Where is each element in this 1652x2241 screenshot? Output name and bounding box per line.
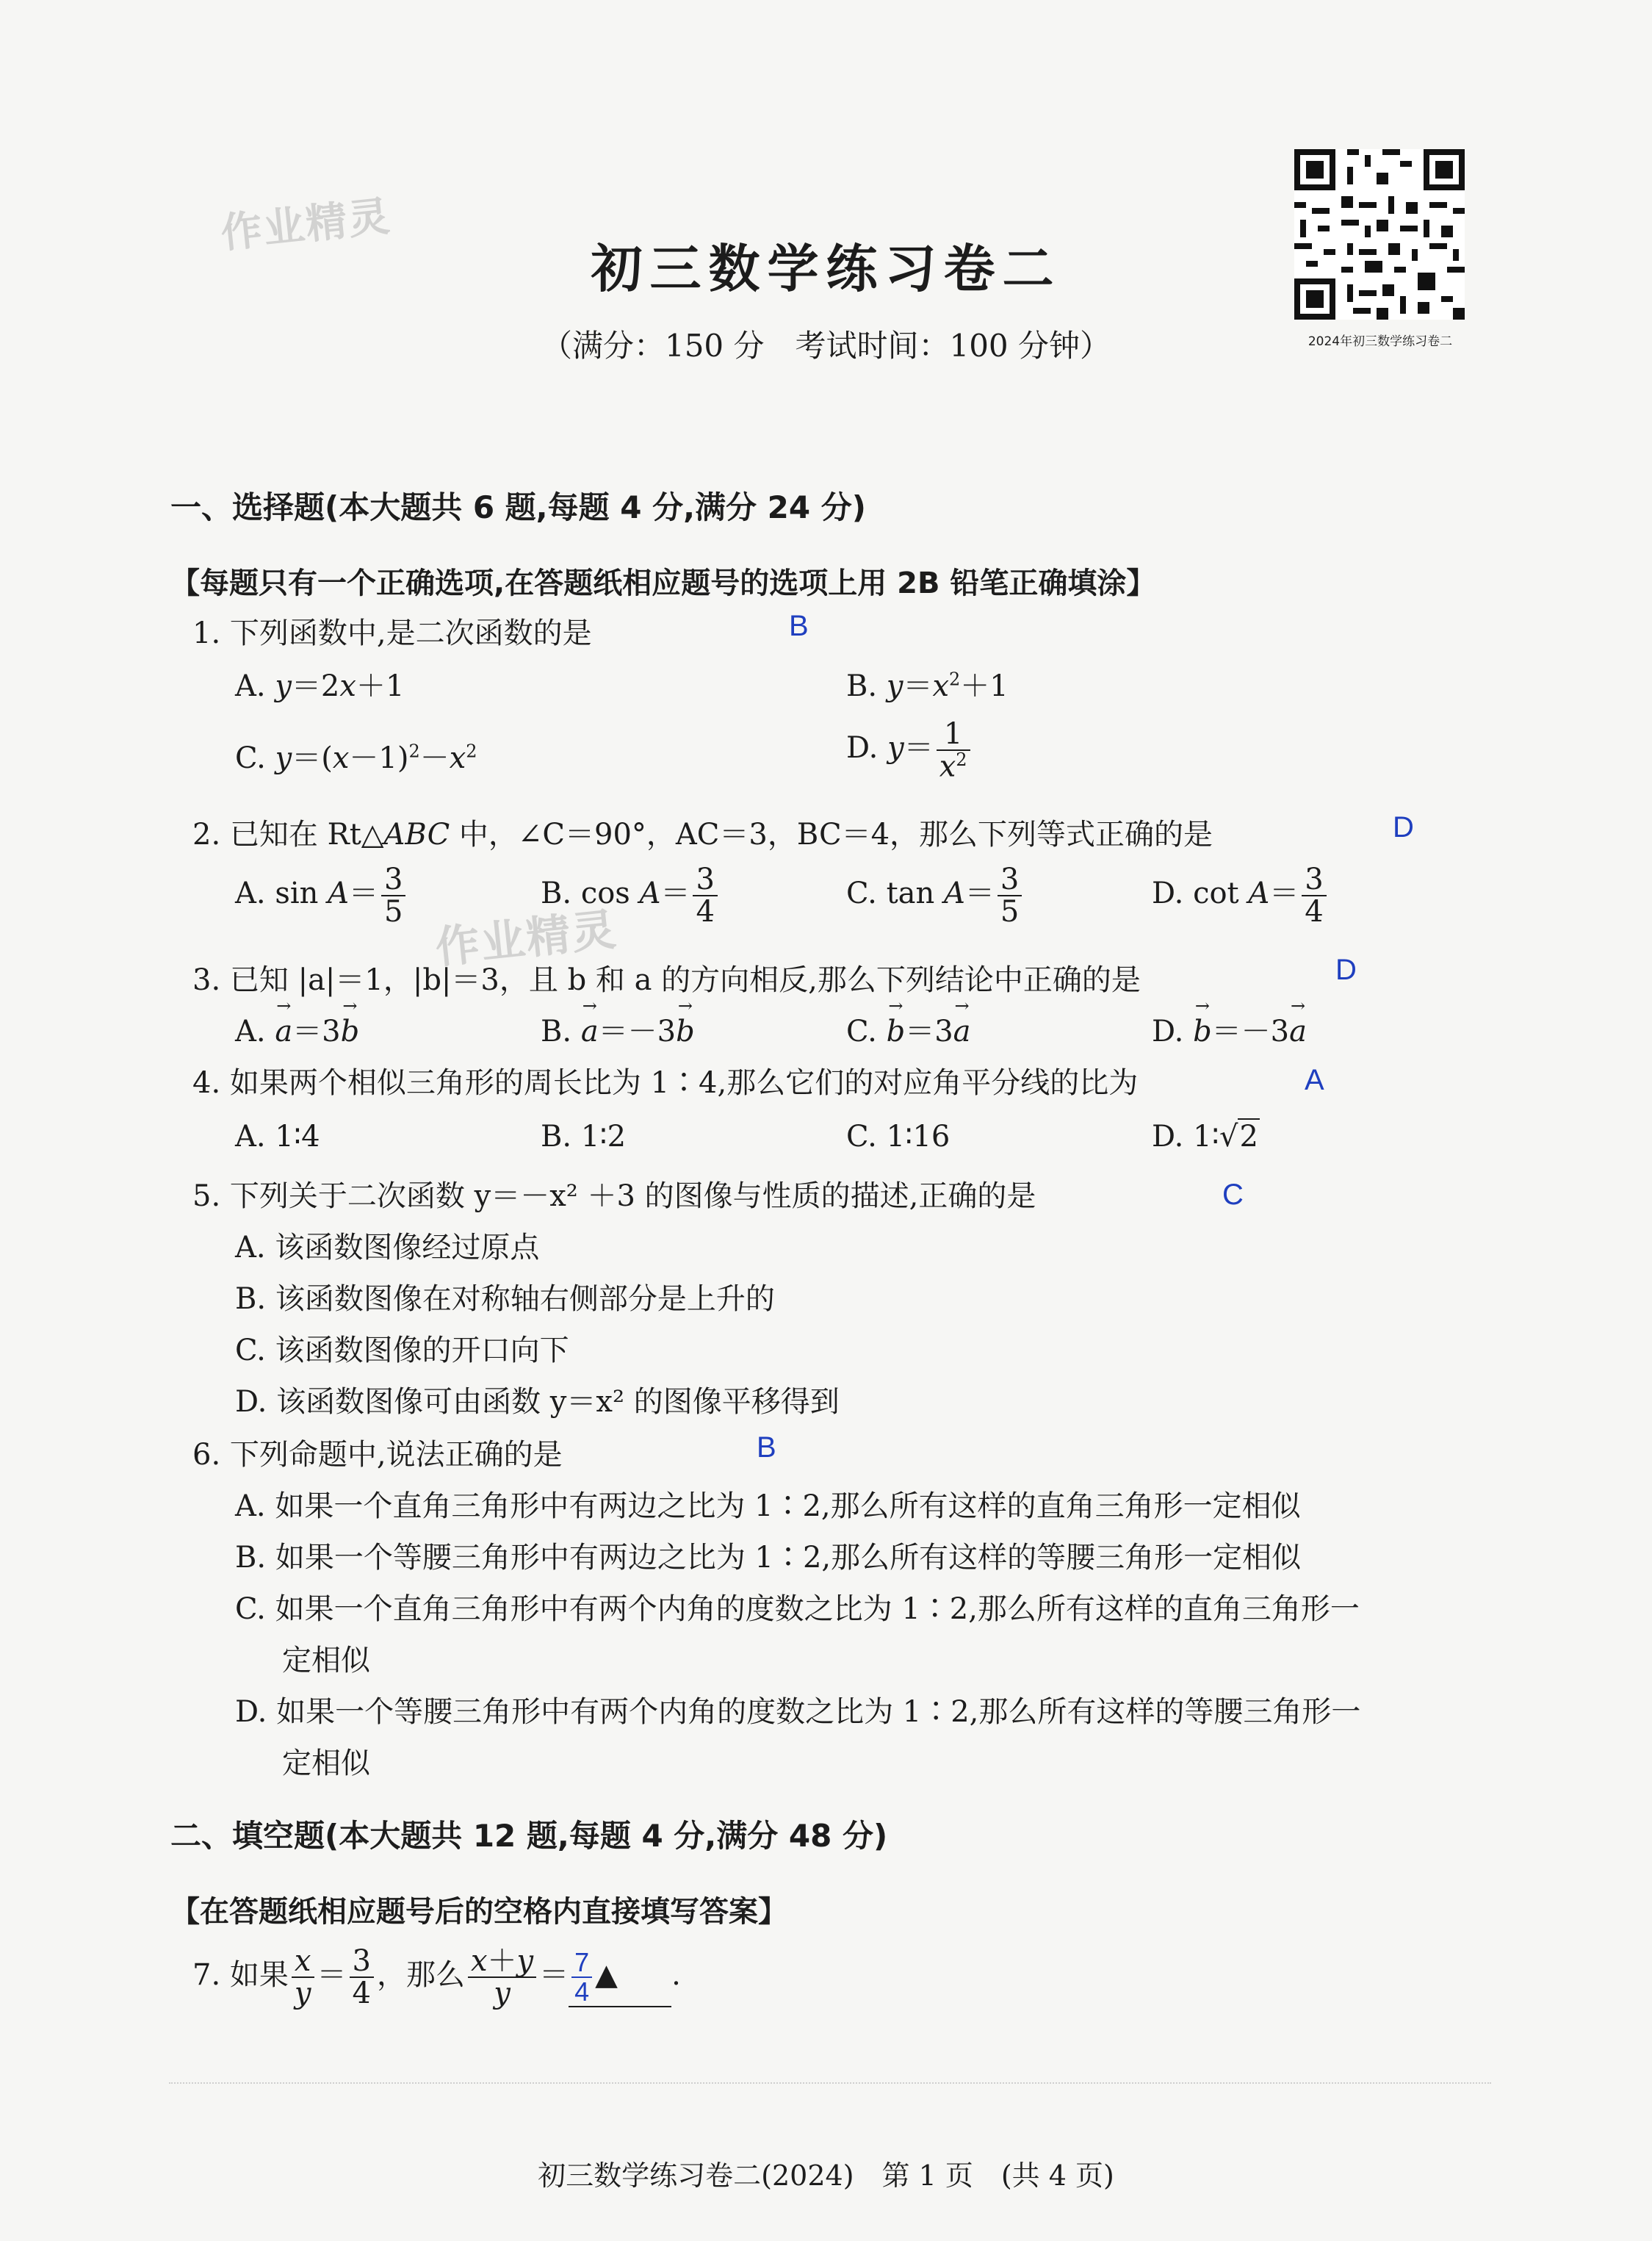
option-6a: A. 如果一个直角三角形中有两边之比为 1∶2,那么所有这样的直角三角形一定相似 [235, 1489, 1301, 1523]
section-instruction: 【在答题纸相应题号后的空格内直接填写答案】 [170, 1895, 787, 1929]
option-2a: A. sin A＝ $\frac{3}{5}$ [235, 864, 408, 927]
page-title: 初三数学练习卷二 [591, 238, 1061, 299]
exam-info: （满分：150 分 考试时间：100 分钟） [541, 328, 1111, 364]
question-4: 4. 如果两个相似三角形的周长比为 1∶4,那么它们的对应角平分线的比为 [192, 1066, 1139, 1100]
answer-3: D [1335, 954, 1357, 986]
option-6c-cont: 定相似 [282, 1644, 370, 1677]
option-6d-cont: 定相似 [282, 1747, 370, 1780]
qr-caption: 2024年初三数学练习卷二 [1307, 334, 1453, 349]
option-5c: C. 该函数图像的开口向下 [235, 1334, 569, 1367]
question-5: 5. 下列关于二次函数 y＝－x² ＋3 的图像与性质的描述,正确的是 [192, 1179, 1036, 1213]
option-2b: B. cos A＝ $\frac{3}{4}$ [541, 864, 721, 927]
option-4c: C. 1∶16 [846, 1120, 951, 1154]
option-6d: D. 如果一个等腰三角形中有两个内角的度数之比为 1∶2,那么所有这样的等腰三角形一 [235, 1695, 1361, 1729]
section-heading: 一、选择题(本大题共 6 题,每题 4 分,满分 24 分) [170, 489, 866, 525]
answer-1: B [789, 610, 809, 642]
option-5d: D. 该函数图像可由函数 y＝x² 的图像平移得到 [235, 1385, 840, 1419]
option-3c: C. → b＝3→ a [846, 1008, 971, 1050]
option-5a: A. 该函数图像经过原点 [235, 1231, 540, 1265]
option-4a: A. 1∶4 [235, 1120, 320, 1154]
answer-5: C [1222, 1179, 1244, 1211]
watermark: 作业精灵 [433, 904, 620, 974]
answer-4: A [1305, 1064, 1324, 1096]
option-4d: D. 1∶√2 [1152, 1120, 1258, 1154]
section-instruction: 【每题只有一个正确选项,在答题纸相应题号的选项上用 2B 铅笔正确填涂】 [170, 566, 1156, 600]
answer-6: B [757, 1431, 776, 1464]
option-4b: B. 1∶2 [541, 1120, 627, 1154]
option-6b: B. 如果一个等腰三角形中有两边之比为 1∶2,那么所有这样的等腰三角形一定相似 [235, 1541, 1302, 1575]
option-6c: C. 如果一个直角三角形中有两个内角的度数之比为 1∶2,那么所有这样的直角三角形一 [235, 1592, 1360, 1626]
page-footer: 初三数学练习卷二(2024) 第 1 页 (共 4 页) [538, 2159, 1114, 2192]
answer-7: $\frac{7}{4}$ [571, 1949, 592, 2006]
option-5b: B. 该函数图像在对称轴右侧部分是上升的 [235, 1282, 775, 1316]
blank-marker-icon: ▲ [595, 1958, 618, 1992]
option-3b: B. → a＝－3→ b [541, 1008, 695, 1050]
qr-code [1294, 149, 1465, 320]
option-3d: D. → b＝－3→ a [1152, 1008, 1307, 1050]
question-1: 1. 下列函数中,是二次函数的是 [192, 616, 592, 650]
option-1a: A. y＝2x＋1 [235, 669, 405, 703]
question-2: 2. 已知在 Rt△ABC 中，∠C＝90°，AC＝3，BC＝4，那么下列等式正确的是 [192, 818, 1213, 852]
option-3a: A. → a＝3→ b [235, 1008, 359, 1050]
option-2d: D. cot A＝ $\frac{3}{4}$ [1152, 864, 1330, 927]
answer-2: D [1393, 811, 1414, 843]
question-3: 3. 已知 |a|＝1，|b|＝3，且 b 和 a 的方向相反,那么下列结论中正确的是 [192, 963, 1141, 997]
section-heading: 二、填空题(本大题共 12 题,每题 4 分,满分 48 分) [170, 1818, 888, 1854]
divider [169, 2082, 1491, 2084]
question-6: 6. 下列命题中,说法正确的是 [192, 1438, 563, 1472]
option-2c: C. tan A＝ $\frac{3}{5}$ [846, 864, 1025, 927]
option-1c: C. $y=(x-1)^2-x^2$ [235, 741, 477, 775]
option-1d: D. y＝ $\frac{1}{x^2}$ [846, 719, 973, 782]
option-1b: B. $y=x^2+1$ [846, 669, 1009, 703]
question-7: 7. 如果 $\frac{x}{y}$ ＝ $\frac{3}{4}$ ，那么 $\frac{x+y}{y}$ ＝ $\frac{7}{4}$ ▲ . [192, 1944, 681, 2010]
watermark: 作业精灵 [218, 193, 394, 258]
